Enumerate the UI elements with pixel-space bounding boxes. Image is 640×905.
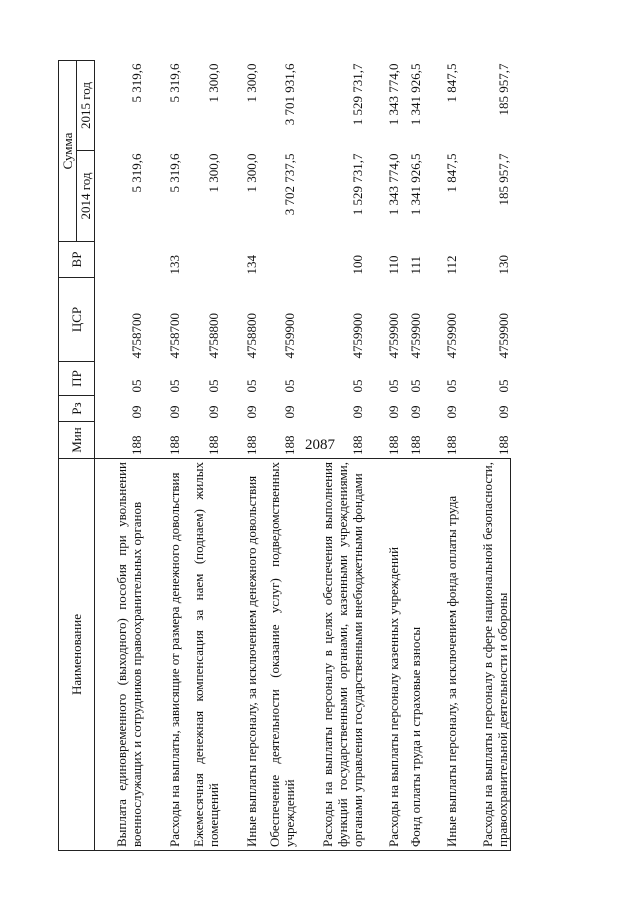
table-row: [221, 61, 259, 851]
row-vr: [259, 242, 297, 278]
row-pr: 05: [206, 379, 221, 393]
row-min: 188: [129, 435, 144, 455]
table-row: [365, 61, 401, 851]
row-csr: 4759900: [386, 313, 401, 359]
row-rz: 09: [444, 405, 459, 419]
row-sum-2015: 185 957,7: [495, 63, 511, 116]
row-vr: 134: [244, 255, 259, 275]
header-row: [59, 61, 77, 851]
header-sum: Сумма: [59, 61, 77, 242]
row-csr: 4759900: [495, 313, 511, 359]
header-name: Наименование: [59, 459, 95, 851]
header-2014: 2014 год: [77, 151, 95, 242]
table-row: [144, 61, 182, 851]
row-sum-2014: 1 343 774,0: [386, 153, 401, 216]
row-min: 188: [167, 435, 182, 455]
row-csr: 4758800: [244, 313, 259, 359]
row-sum-2015: 1 300,0: [244, 63, 259, 103]
row-vr: 130: [495, 255, 511, 275]
row-pr: 05: [495, 379, 511, 393]
row-rz: 09: [408, 405, 423, 419]
row-name: Расходы на выплаты персоналу в сфере национальной безопасности, правоохранительной деятельности и обороны: [459, 459, 511, 851]
row-sum-2014: 1 300,0: [206, 153, 221, 193]
row-vr: 100: [350, 255, 365, 275]
row-name: Ежемесячная денежная компенсация за наем (поднаем) жилых помещений: [182, 459, 221, 851]
row-sum-2015: 5 319,6: [129, 63, 144, 103]
row-sum-2014: 1 847,5: [444, 153, 459, 193]
row-min: 188: [282, 435, 297, 455]
row-pr: 05: [129, 379, 144, 393]
row-sum-2014: 5 319,6: [167, 153, 182, 193]
row-rz: 09: [282, 405, 297, 419]
row-csr: 4758700: [129, 313, 144, 359]
row-sum-2015: 3 701 931,6: [282, 63, 297, 126]
table-row: [423, 61, 459, 851]
row-rz: 09: [244, 405, 259, 419]
row-min: 188: [350, 435, 365, 455]
row-name: Расходы на выплаты персоналу казенных учреждений: [365, 459, 401, 851]
row-csr: 4759900: [408, 313, 423, 359]
row-vr: [182, 242, 221, 278]
row-sum-2015: 1 529 731,7: [350, 63, 365, 126]
row-csr: 4759900: [444, 313, 459, 359]
row-min: 188: [206, 435, 221, 455]
row-vr: 111: [408, 255, 423, 275]
row-sum-2014: 3 702 737,5: [282, 153, 297, 216]
row-pr: 05: [408, 379, 423, 393]
row-name: Расходы на выплаты персоналу в целях обеспечения выполнения функций государственными органами, казенными учреждениями, органами управления государственными внебюджетными фондами: [297, 459, 365, 851]
row-vr: 112: [444, 255, 459, 275]
table-row: [259, 61, 297, 851]
row-min: 188: [408, 435, 423, 455]
table-row: [401, 61, 423, 851]
budget-table: [58, 60, 511, 851]
row-csr: 4759900: [282, 313, 297, 359]
row-sum-2015: 1 300,0: [206, 63, 221, 103]
rotated-table-container: [58, 61, 598, 851]
row-rz: 09: [350, 405, 365, 419]
row-csr: 4758800: [206, 313, 221, 359]
header-min: Мин: [59, 422, 95, 459]
row-min: 188: [495, 435, 511, 455]
row-rz: 09: [167, 405, 182, 419]
header-csr: ЦСР: [59, 278, 95, 362]
row-sum-2015: 1 847,5: [444, 63, 459, 103]
row-vr: 133: [167, 255, 182, 275]
row-sum-2014: 1 529 731,7: [350, 153, 365, 216]
row-name: Фонд оплаты труда и страховые взносы: [401, 459, 423, 851]
header-rz: Рз: [59, 396, 95, 422]
row-pr: 05: [350, 379, 365, 393]
row-name: Расходы на выплаты, зависящие от размера денежного довольствия: [144, 459, 182, 851]
row-name: Иные выплаты персоналу, за исключением фонда оплаты труда: [423, 459, 459, 851]
table-row: [182, 61, 221, 851]
row-rz: 09: [386, 405, 401, 419]
row-pr: 05: [386, 379, 401, 393]
row-rz: 09: [129, 405, 144, 419]
row-name: Обеспечение деятельности (оказание услуг) подведомственных учреждений: [259, 459, 297, 851]
row-name: Иные выплаты персоналу, за исключением денежного довольствия: [221, 459, 259, 851]
table-row: [297, 61, 365, 851]
row-pr: 05: [167, 379, 182, 393]
row-sum-2014: 5 319,6: [129, 153, 144, 193]
row-vr: 110: [386, 255, 401, 275]
header-vr: ВР: [59, 242, 95, 278]
row-min: 188: [386, 435, 401, 455]
row-rz: 09: [495, 405, 511, 419]
row-sum-2015: 1 343 774,0: [386, 63, 401, 126]
row-pr: 05: [282, 379, 297, 393]
row-pr: 05: [244, 379, 259, 393]
page-number: 2087: [305, 437, 335, 453]
row-rz: 09: [206, 405, 221, 419]
row-csr: 4758700: [167, 313, 182, 359]
table-row: [95, 61, 145, 851]
row-name: Выплата единовременного (выходного) пособия при увольнении военнослужащих и сотрудников правоохранительных органов: [95, 459, 145, 851]
row-min: 188: [444, 435, 459, 455]
header-pr: ПР: [59, 362, 95, 396]
row-sum-2014: 1 300,0: [244, 153, 259, 193]
row-sum-2015: 1 341 926,5: [408, 63, 423, 126]
header-2015: 2015 год: [77, 61, 95, 151]
row-pr: 05: [444, 379, 459, 393]
row-sum-2015: 5 319,6: [167, 63, 182, 103]
row-sum-2014: 1 341 926,5: [408, 153, 423, 216]
row-sum-2014: 185 957,7: [495, 153, 511, 206]
row-min: 188: [244, 435, 259, 455]
row-vr: [95, 242, 145, 278]
row-csr: 4759900: [350, 313, 365, 359]
table-row: [459, 61, 511, 851]
